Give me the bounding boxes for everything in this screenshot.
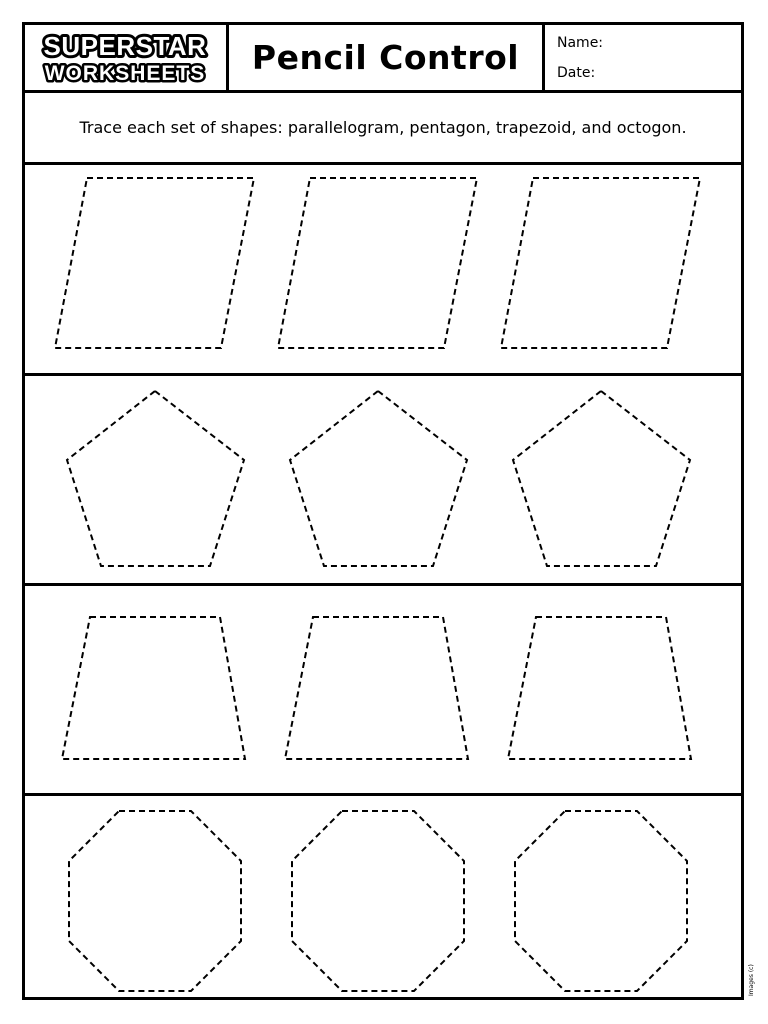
trapezoid-row-svg [25, 586, 741, 793]
name-date-cell [545, 25, 741, 90]
pentagon-row [25, 376, 741, 586]
trapezoid-3[interactable] [508, 617, 691, 759]
worksheet [22, 22, 744, 1000]
parallelogram-row-svg [25, 165, 741, 373]
pentagon-row-svg [25, 376, 741, 583]
pentagon-1[interactable] [67, 391, 244, 566]
parallelogram-1[interactable] [55, 178, 254, 348]
date-field[interactable]: Date: [557, 65, 596, 81]
octagon-row-svg [25, 796, 741, 997]
trapezoid-2[interactable] [285, 617, 468, 759]
trapezoid-1[interactable] [62, 617, 245, 759]
title-cell [229, 25, 545, 90]
page-title: Pencil Control [251, 38, 520, 77]
parallelogram-3[interactable] [501, 178, 700, 348]
parallelogram-row [25, 165, 741, 376]
octagon-3[interactable] [515, 811, 687, 991]
superstar-logo [25, 25, 226, 90]
octagon-row [25, 796, 741, 997]
parallelogram-2[interactable] [278, 178, 477, 348]
trapezoid-row [25, 586, 741, 796]
logo-line-1: SUPERSTAR [43, 31, 207, 61]
logo [25, 25, 229, 90]
logo-line-2: WORKSHEETS [44, 62, 206, 85]
pentagon-3[interactable] [513, 391, 690, 566]
octagon-1[interactable] [69, 811, 241, 991]
copyright-note: Images (c) [748, 964, 755, 996]
pentagon-2[interactable] [290, 391, 467, 566]
header [25, 25, 741, 93]
instruction-text: Trace each set of shapes: parallelogram, pentagon, trapezoid, and octogon. [25, 93, 741, 165]
name-field[interactable]: Name: [557, 35, 604, 51]
octagon-2[interactable] [292, 811, 464, 991]
